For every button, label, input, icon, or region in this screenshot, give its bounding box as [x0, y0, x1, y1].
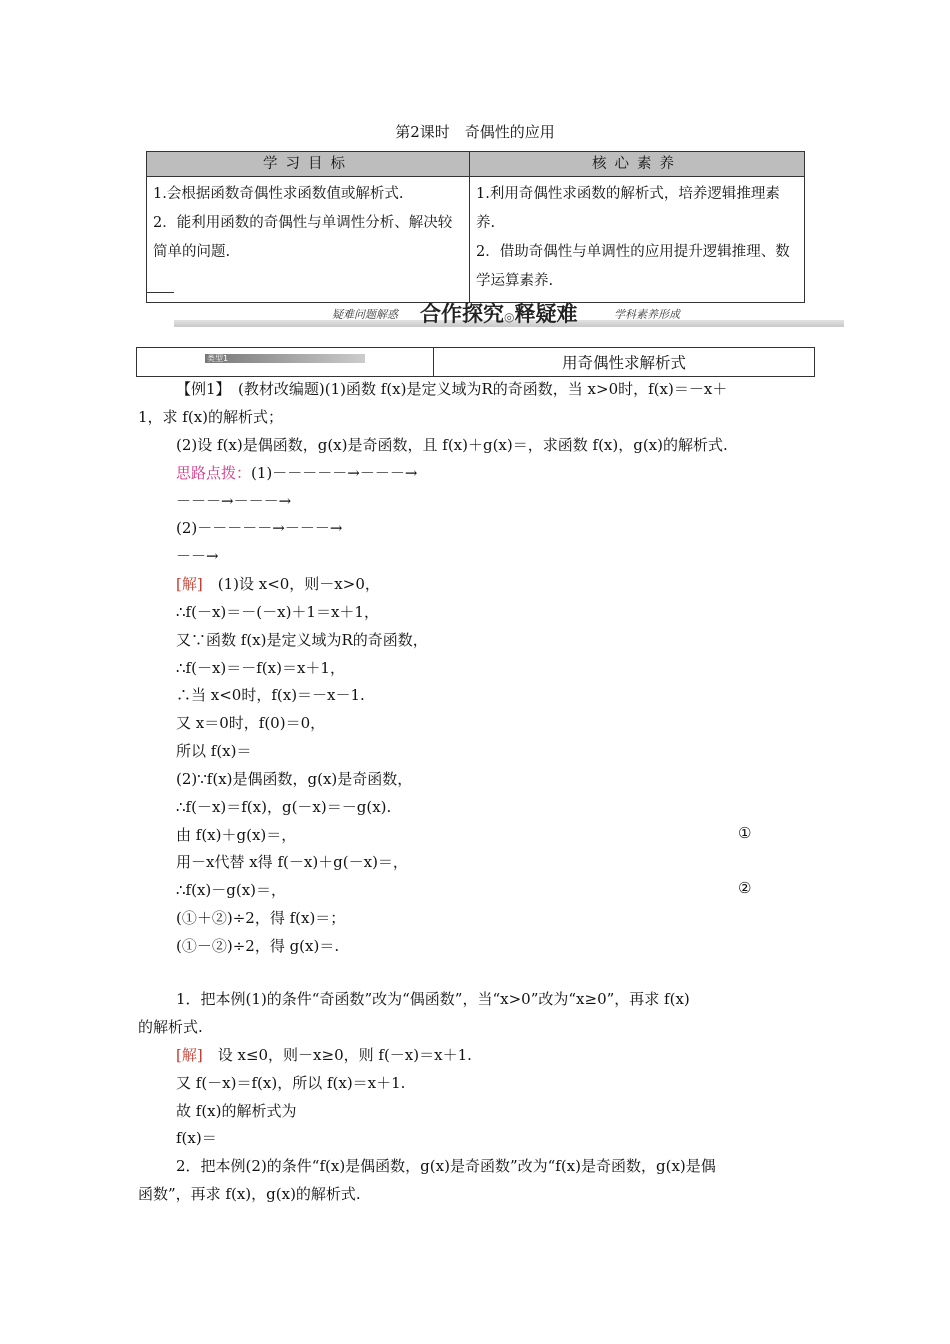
text-line: 函数”，再求 f(x)，g(x)的解析式. [138, 1185, 361, 1203]
type-badge: 类型1 [205, 354, 365, 363]
text-line [176, 1044, 472, 1065]
type-label: 用奇偶性求解析式 [434, 348, 815, 377]
text-line: 又 f(－x)＝f(x)，所以 f(x)＝x＋1. [176, 1074, 406, 1092]
text-line: (①－②)÷2，得 g(x)＝. [176, 937, 340, 955]
text-line: f(x)＝ [176, 1129, 217, 1147]
banner-title-part2: 释疑难 [514, 302, 578, 326]
goal-item: 2．能利用函数的奇偶性与单调性分析、解决较简单的问题. [153, 215, 453, 260]
text-line: 所以 f(x)＝ [176, 742, 252, 760]
page-title: 第2课时 奇偶性的应用 [395, 123, 555, 141]
text-line: 由 f(x)＋g(x)＝， [176, 826, 297, 844]
banner-left-text: 疑难问题解惑 [332, 308, 398, 321]
text-line [176, 573, 380, 594]
text-line: ∴f(x)－g(x)＝， [176, 881, 287, 899]
goals-literacy-cell [470, 177, 805, 303]
solution-tag: [解] [176, 1046, 203, 1064]
text-line: 1，求 f(x)的解析式； [138, 408, 284, 426]
goal-item: 1.会根据函数奇偶性求函数值或解析式. [153, 186, 404, 202]
goals-learning-cell [147, 177, 470, 303]
goals-header-literacy: 核心素养 [470, 152, 805, 177]
banner-separator: ◎ [504, 310, 515, 324]
text-line: ∴f(－x)＝－(－x)＋1＝x＋1， [176, 603, 379, 621]
text-line: 1．把本例(1)的条件“奇函数”改为“偶函数”，当“x>0”改为“x≥0”，再求 f(x) [176, 990, 690, 1008]
banner-right-text: 学科素养形成 [614, 308, 680, 321]
literacy-item: 2．借助奇偶性与单调性的应用提升逻辑推理、数学运算素养. [476, 244, 790, 289]
text-line: ∴当 x<0时，f(x)＝－x－1. [176, 686, 365, 704]
divider [146, 292, 174, 293]
text-line: (①＋②)÷2，得 f(x)＝； [176, 909, 346, 927]
text-line: ∴f(－x)＝f(x)，g(－x)＝－g(x). [176, 798, 392, 816]
section-banner [174, 298, 844, 332]
hint-arrows: (1)－－－－－→－－－→ [251, 464, 418, 482]
solution-text: 设 x≤0，则－x≥0，则 f(－x)＝x＋1. [202, 1046, 472, 1064]
equation-marker: ② [738, 879, 752, 897]
text-line: 故 f(x)的解析式为 [176, 1102, 297, 1120]
text-line: 2．把本例(2)的条件“f(x)是偶函数，g(x)是奇函数”改为“f(x)是奇函数，g(x)是偶 [176, 1157, 716, 1175]
text-line: (2)∵f(x)是偶函数，g(x)是奇函数， [176, 770, 413, 788]
solution-text: (1)设 x<0，则－x>0， [202, 575, 380, 593]
banner-title-part1: 合作探究 [420, 302, 504, 326]
text-line [176, 462, 417, 483]
goals-table [146, 151, 805, 303]
text-line: 又 x＝0时，f(0)＝0， [176, 714, 326, 732]
text-line: 【例1】 (教材改编题)(1)函数 f(x)是定义域为R的奇函数，当 x>0时，f(x)＝－x＋ [176, 380, 728, 398]
equation-marker: ① [738, 824, 752, 842]
banner-title [420, 298, 577, 328]
text-line: (2)－－－－－→－－－→ [176, 519, 343, 537]
solution-tag: [解] [176, 575, 203, 593]
text-line: －－→ [176, 547, 219, 565]
type-box [136, 347, 815, 377]
text-line: 的解析式. [138, 1018, 203, 1036]
literacy-item: 1.利用奇偶性求函数的解析式，培养逻辑推理素养. [476, 186, 780, 231]
text-line: －－－→－－－→ [176, 492, 292, 510]
text-line: ∴f(－x)＝－f(x)＝x＋1， [176, 659, 345, 677]
text-line: (2)设 f(x)是偶函数，g(x)是奇函数，且 f(x)＋g(x)＝，求函数 f(x)，g(x)的解析式. [176, 436, 728, 454]
type-badge-cell [137, 348, 434, 377]
goals-header-learning: 学习目标 [147, 152, 470, 177]
text-line: 又∵函数 f(x)是定义域为R的奇函数， [176, 631, 428, 649]
hint-label: 思路点拨： [176, 464, 252, 482]
text-line: 用－x代替 x得 f(－x)＋g(－x)＝， [176, 853, 408, 871]
